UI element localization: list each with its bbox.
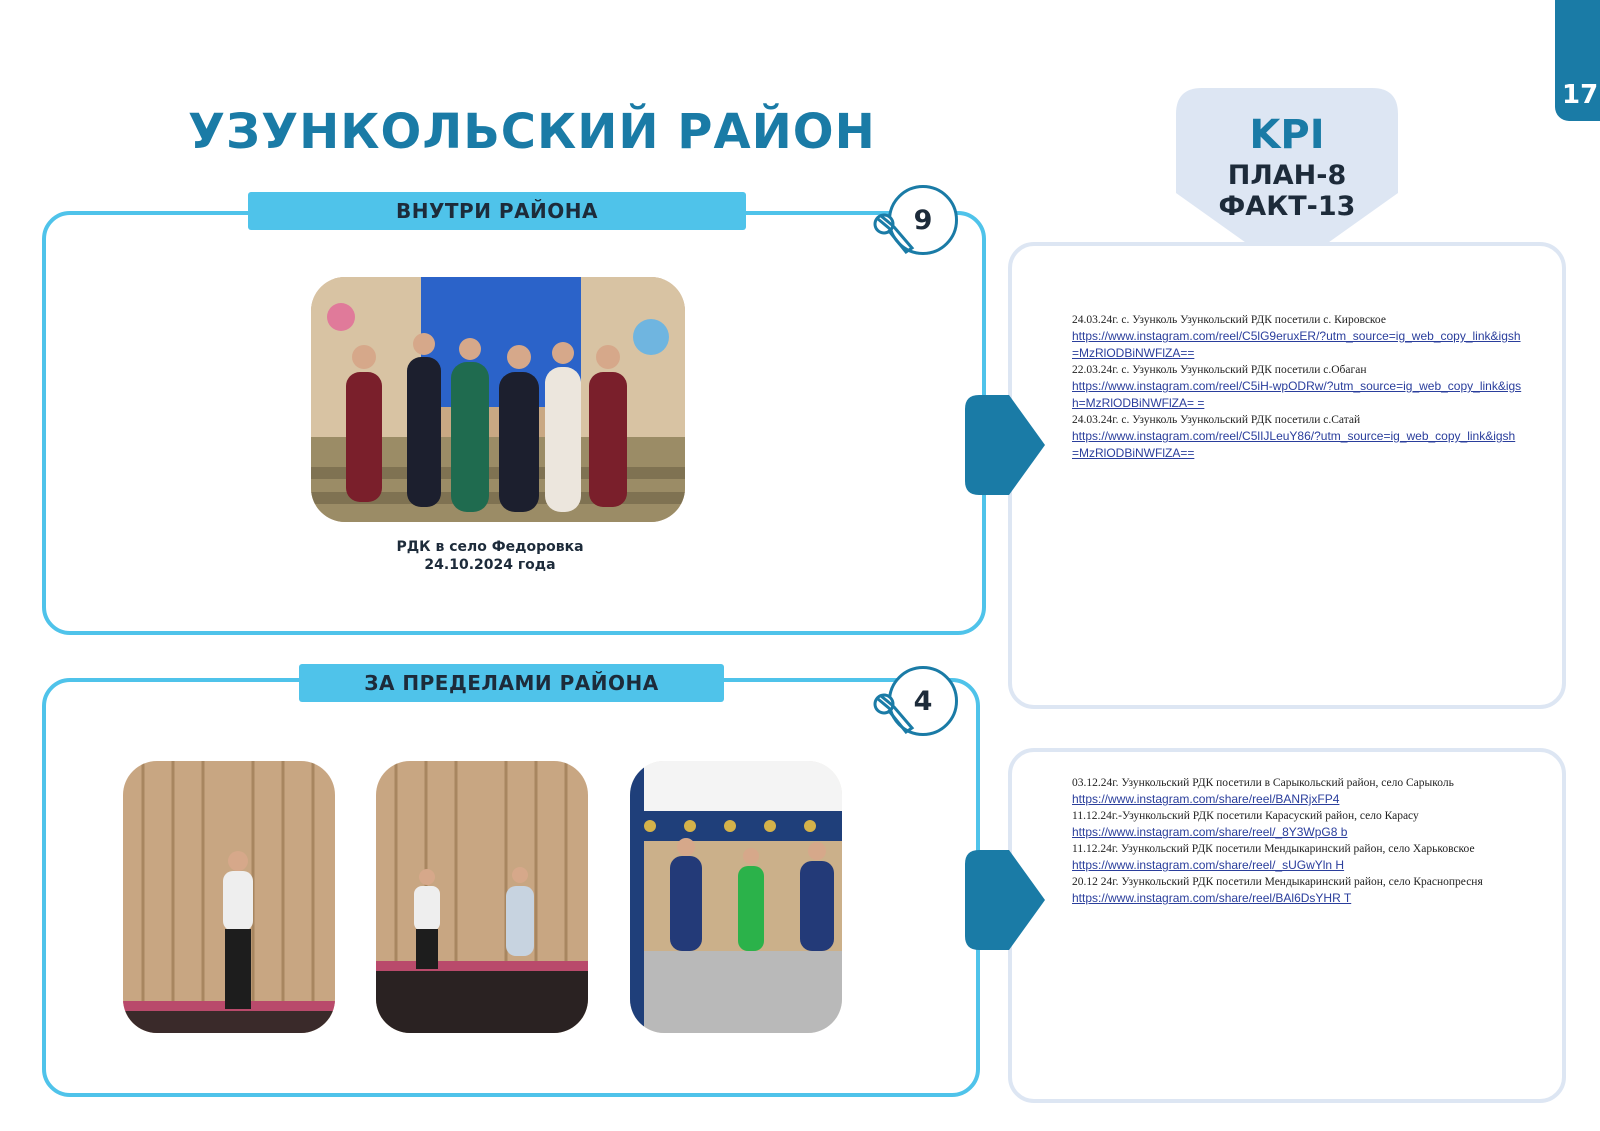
entry-text: 24.03.24г. с. Узунколь Узункольский РДК посетили с. Кировское — [1072, 314, 1386, 326]
entry-link[interactable]: https://www.instagram.com/share/reel/_sUGwYln H — [1072, 858, 1345, 872]
entry-link[interactable]: https://www.instagram.com/reel/C5iH-wpODRw/?utm_source=ig_web_copy_link&igsh=MzRlODBiNWFlZA= = — [1072, 379, 1522, 410]
arrow-right-icon — [965, 850, 1045, 950]
outside-event-photo-1 — [123, 761, 335, 1033]
entry-text: 11.12.24г. Узункольский РДК посетили Мендыкаринский район, село Харьковское — [1072, 843, 1475, 855]
arrow-right-icon — [965, 395, 1045, 495]
outside-district-label: ЗА ПРЕДЕЛАМИ РАЙОНА — [299, 664, 724, 702]
outside-event-photo-3 — [630, 761, 842, 1033]
outside-event-photo-2 — [376, 761, 588, 1033]
entry-text: 11.12.24г.-Узункольский РДК посетили Карасуский район, село Карасу — [1072, 810, 1419, 822]
inside-count-badge: 9 — [888, 185, 958, 255]
page-title: УЗУНКОЛЬСКИЙ РАЙОН — [188, 104, 876, 160]
microphone-icon — [872, 690, 916, 740]
entry-link[interactable]: https://www.instagram.com/share/reel/BANRjxFP4 — [1072, 792, 1340, 806]
entry-link[interactable]: https://www.instagram.com/reel/C5lIJLeuY86/?utm_source=ig_web_copy_link&igsh=MzRlODBiNWFlZA== — [1072, 429, 1516, 460]
entry-text: 22.03.24г. с. Узунколь Узункольский РДК посетили с.Обаган — [1072, 364, 1367, 376]
kpi-fact: ФАКТ-13 — [1218, 191, 1356, 222]
entry-link[interactable]: https://www.instagram.com/reel/C5lG9eruxER/?utm_source=ig_web_copy_link&igsh=MzRlODBiNWFlZA== — [1072, 329, 1521, 360]
microphone-icon — [872, 210, 916, 260]
outside-count-badge: 4 — [888, 666, 958, 736]
entry-link[interactable]: https://www.instagram.com/share/reel/_8Y3WpG8 b — [1072, 825, 1348, 839]
inside-event-photo — [311, 277, 685, 522]
entry-text: 20.12 24г. Узункольский РДК посетили Мендыкаринский район, село Краснопресня — [1072, 876, 1483, 888]
inside-photo-caption-line1: РДК в село Федоровка — [396, 539, 584, 555]
entry-text: 03.12.24г. Узункольский РДК посетили в Сарыкольский район, село Сарыколь — [1072, 777, 1454, 789]
outside-entries — [1072, 775, 1522, 907]
page-number: 17 — [1562, 80, 1599, 110]
inside-entries — [1072, 312, 1522, 462]
entry-text: 24.03.24г. с. Узунколь Узункольский РДК посетили с.Сатай — [1072, 414, 1361, 426]
entry-link[interactable]: https://www.instagram.com/share/reel/BAl6DsYHR T — [1072, 891, 1352, 905]
kpi-plan: ПЛАН-8 — [1227, 160, 1347, 191]
inside-district-label: ВНУТРИ РАЙОНА — [248, 192, 746, 230]
inside-photo-caption-line2: 24.10.2024 года — [424, 557, 556, 573]
kpi-title: KPI — [1249, 112, 1325, 158]
